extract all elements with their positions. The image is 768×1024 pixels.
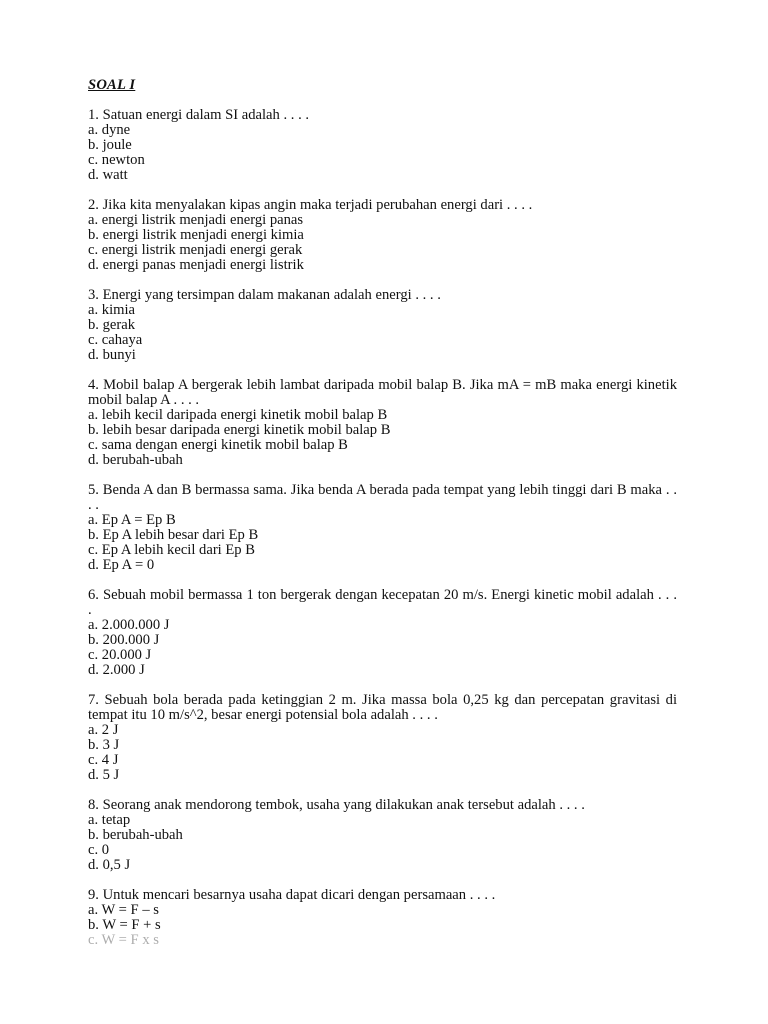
option-c: c. sama dengan energi kinetik mobil balap B [88,437,348,453]
option-c: c. 0 [88,842,110,858]
question-text [88,288,677,303]
option-c: c. 20.000 J [88,647,152,663]
question-stem: Satuan energi dalam SI adalah . . . . [102,107,310,123]
option-c: c. newton [88,152,145,168]
question-stem: Untuk mencari besarnya usaha dapat dicari dengan persamaan . . . . [102,887,496,903]
option-a: a. 2 J [88,722,119,738]
option-d: d. bunyi [88,347,136,363]
question-number: 4. [88,377,99,393]
option-d: d. watt [88,167,128,183]
question-text [88,108,677,123]
question-number: 9. [88,887,99,903]
option-d: d. energi panas menjadi energi listrik [88,257,304,273]
question-stem: Seorang anak mendorong tembok, usaha yang dilakukan anak tersebut adalah . . . . [102,797,585,813]
option-a: a. Ep A = Ep B [88,512,176,528]
question-1 [88,108,677,183]
question-4 [88,378,677,468]
question-stem: Sebuah mobil bermassa 1 ton bergerak dengan kecepatan 20 m/s. Energi kinetic mobil adalah . . . . [88,587,677,618]
option-d: d. 2.000 J [88,662,145,678]
question-text [88,378,677,408]
option-b: b. berubah-ubah [88,827,183,843]
question-stem: Sebuah bola berada pada ketinggian 2 m. Jika massa bola 0,25 kg dan percepatan gravitasi di tempat itu 10 m/s^2, besar energi potensial bola adalah . . . . [88,692,677,723]
question-6 [88,588,677,678]
question-5 [88,483,677,573]
question-number: 8. [88,797,99,813]
option-a: a. 2.000.000 J [88,617,170,633]
option-b: b. joule [88,137,132,153]
question-text [88,483,677,513]
option-b: b. Ep A lebih besar dari Ep B [88,527,259,543]
question-text [88,798,677,813]
option-b: b. gerak [88,317,136,333]
option-d: d. berubah-ubah [88,452,183,468]
option-c: c. cahaya [88,332,143,348]
question-number: 1. [88,107,99,123]
question-3 [88,288,677,363]
question-7 [88,693,677,783]
question-2 [88,198,677,273]
question-stem: Mobil balap A bergerak lebih lambat daripada mobil balap B. Jika mA = mB maka energi kinetik mobil balap A . . . . [88,377,677,408]
document-heading: SOAL I [88,77,136,93]
option-c-cut-off: c. W = F x s [88,932,159,948]
option-b: b. W = F + s [88,917,161,933]
option-a: a. tetap [88,812,131,828]
option-d: d. 0,5 J [88,857,131,873]
option-d: d. Ep A = 0 [88,557,155,573]
question-stem: Jika kita menyalakan kipas angin maka terjadi perubahan energi dari . . . . [102,197,533,213]
option-d: d. 5 J [88,767,120,783]
question-text [88,588,677,618]
document-page [88,78,677,954]
question-number: 6. [88,587,99,603]
question-8 [88,798,677,873]
option-b: b. lebih besar daripada energi kinetik mobil balap B [88,422,391,438]
question-number: 7. [88,692,99,708]
question-text [88,693,677,723]
question-number: 5. [88,482,99,498]
question-9 [88,887,677,948]
option-b: b. 200.000 J [88,632,160,648]
question-number: 3. [88,287,99,303]
question-number: 2. [88,197,99,213]
option-a: a. energi listrik menjadi energi panas [88,212,304,228]
question-stem: Energi yang tersimpan dalam makanan adalah energi . . . . [102,287,441,303]
question-text [88,888,677,903]
option-a: a. lebih kecil daripada energi kinetik mobil balap B [88,407,388,423]
option-c: c. energi listrik menjadi energi gerak [88,242,303,258]
option-a: a. kimia [88,302,136,318]
option-b: b. energi listrik menjadi energi kimia [88,227,304,243]
option-a: a. W = F – s [88,902,159,918]
question-text [88,198,677,213]
question-stem: Benda A dan B bermassa sama. Jika benda A berada pada tempat yang lebih tinggi dari B maka . . . . [88,482,677,513]
option-a: a. dyne [88,122,131,138]
option-c: c. 4 J [88,752,119,768]
option-c: c. Ep A lebih kecil dari Ep B [88,542,255,558]
option-b: b. 3 J [88,737,120,753]
